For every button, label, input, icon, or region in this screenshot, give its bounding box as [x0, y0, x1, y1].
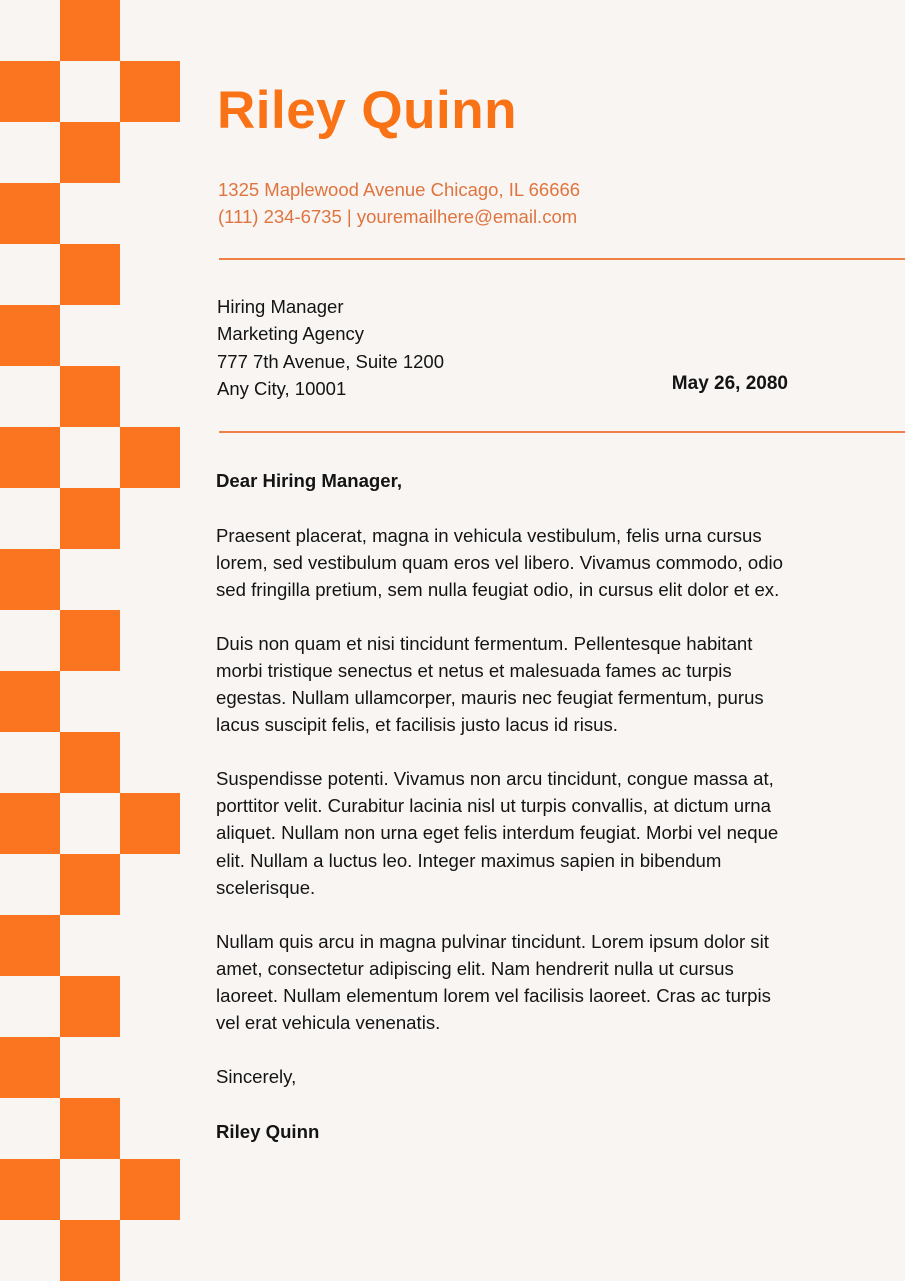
letter-date: May 26, 2080 [671, 373, 788, 394]
sender-address: 1325 Maplewood Avenue Chicago, IL 66666 [218, 179, 581, 200]
signature-name: Riley Quinn [216, 1120, 320, 1142]
sender-phone-email: (111) 234-6735 | youremailhere@email.com [218, 206, 578, 227]
recipient-company: Marketing Agency [217, 323, 365, 345]
closing-line: Sincerely, [216, 1065, 297, 1087]
sender-contact-block [218, 176, 580, 230]
recipient-street: 777 7th Avenue, Suite 1200 [217, 350, 444, 372]
body-paragraph-1: Praesent placerat, magna in vehicula vestibulum, felis urna cursus lorem, sed vestibulum quam eros vel libero. Vivamus commodo, odio sed fringilla pretium, sem nulla feugiat odio, in cursus elit dolor et ex. [216, 525, 784, 601]
recipient-city: Any City, 10001 [217, 378, 347, 400]
page-title: Riley Quinn [217, 81, 517, 140]
divider-bottom [219, 431, 905, 433]
body-paragraph-2: Duis non quam et nisi tincidunt fermentum. Pellentesque habitant morbi tristique senectus et netus et malesuada fames ac turpis egestas. Nullam ullamcorper, mauris nec feugiat fermentum, purus lacus suscipit felis, et facilisis justo lacus id risus. [216, 633, 764, 736]
body-paragraph-4: Nullam quis arcu in magna pulvinar tincidunt. Lorem ipsum dolor sit amet, consectetur adipiscing elit. Nam hendrerit nulla ut cursus laoreet. Nullam elementum lorem vel facilisis laoreet. Cras ac turpis vel erat vehicula venenatis. [216, 930, 771, 1033]
letter-body [216, 467, 792, 1145]
body-paragraph-3: Suspendisse potenti. Vivamus non arcu tincidunt, congue massa at, porttitor velit. Curabitur lacinia nisl ut turpis convallis, at dictum urna aliquet. Nullam non urna eget felis interdum feugiat. Morbi vel neque elit. Nullam a luctus leo. Integer maximus sapien in bibendum scelerisque. [216, 768, 779, 898]
divider-top [219, 258, 905, 260]
salutation: Dear Hiring Manager, [216, 470, 402, 491]
recipient-name: Hiring Manager [217, 296, 344, 317]
